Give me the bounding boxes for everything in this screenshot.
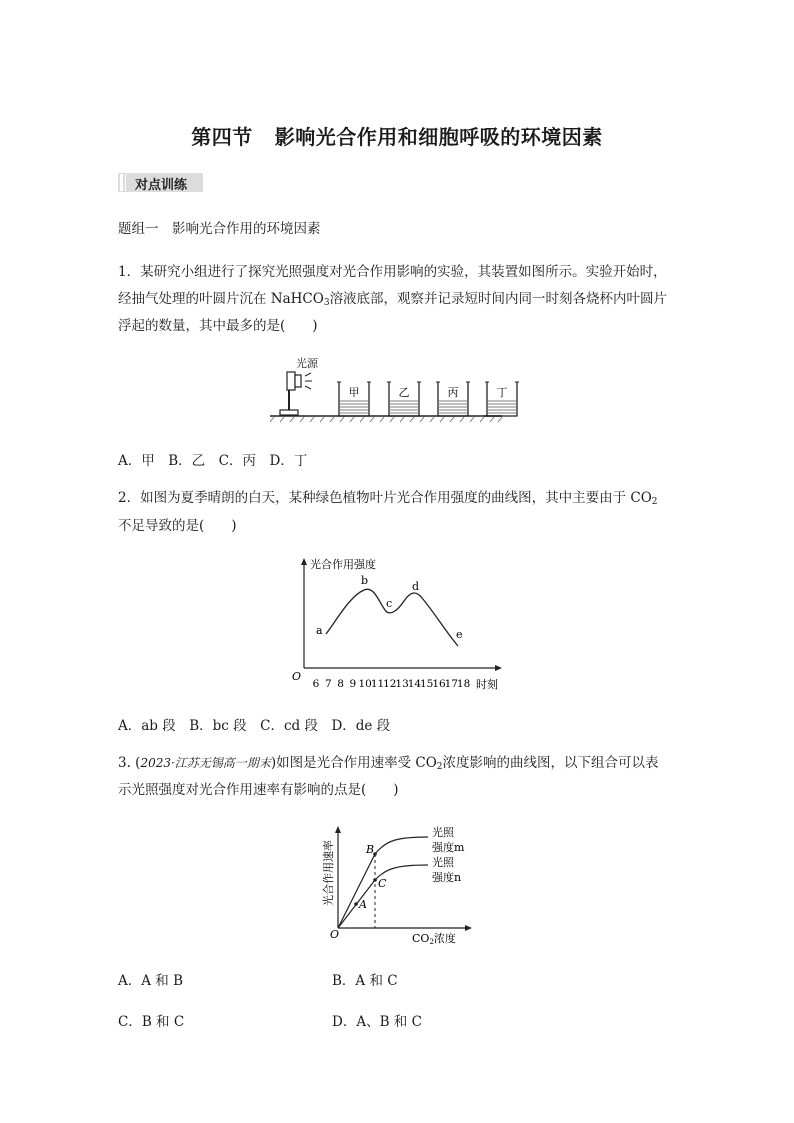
q3-option-c: C．B 和 C xyxy=(118,1014,185,1030)
light-source-label: 光源 xyxy=(296,357,318,370)
group-heading: 题组一 影响光合作用的环境因素 xyxy=(118,221,321,237)
q3-curve-n-label-2: 强度n xyxy=(432,871,462,884)
q3-curve-m-label-2: 强度m xyxy=(432,841,465,854)
q1-line2: 经抽气处理的叶圆片沉在 NaHCO$_3$溶液底部，观察并记录短时间内同一时刻各烧杯内叶圆片 xyxy=(118,291,668,308)
q2-tick-label: 12 xyxy=(383,678,397,690)
q2-chart xyxy=(286,556,506,692)
q2-tick-label: 18 xyxy=(456,678,471,690)
q1-options: A．甲 B．乙 C．丙 D．丁 xyxy=(118,453,308,469)
q2-tick-label: 9 xyxy=(349,678,357,690)
q3-option-d: D．A、B 和 C xyxy=(332,1014,422,1030)
q2-tick-label: 14 xyxy=(407,678,422,690)
q3-point-b: B xyxy=(366,843,375,856)
q1-line1: 1．某研究小组进行了探究光照强度对光合作用影响的实验，其装置如图所示。实验开始时， xyxy=(118,264,667,280)
q2-x-ticks xyxy=(313,678,471,690)
q3-point-c: C xyxy=(378,877,387,890)
q2-xlabel: 时刻 xyxy=(476,678,498,691)
beaker-bing xyxy=(436,382,470,416)
q2-point-a: a xyxy=(316,624,323,637)
q2-tick-label: 8 xyxy=(337,678,344,690)
q3-line2: 示光照强度对光合作用速率有影响的点是( ) xyxy=(118,782,399,798)
section-tag xyxy=(118,173,203,192)
title-section-number: 第四节 xyxy=(191,125,253,149)
beaker-label-yi: 乙 xyxy=(398,386,410,399)
q3-origin: O xyxy=(330,928,340,941)
q3-point-a: A xyxy=(359,898,367,911)
beaker-ding-figure xyxy=(484,352,520,424)
q3-point-c-dot xyxy=(373,878,377,882)
q3-line1: 3. (2023·江苏无锡高一期末)如图是光合作用速率受 $CO_2$浓度影响的曲线图，以下组合可以表 xyxy=(118,755,659,772)
q2-tick-label: 11 xyxy=(370,678,385,690)
page-title xyxy=(0,121,794,150)
q2-point-b: b xyxy=(361,574,369,587)
beaker-label-ding: 丁 xyxy=(496,386,508,399)
q2-tick-label: 6 xyxy=(312,678,320,690)
lamp-icon xyxy=(280,372,312,415)
q2-point-d: d xyxy=(412,580,420,593)
q3-point-a-dot xyxy=(354,902,358,906)
beaker-label-jia: 甲 xyxy=(348,386,360,399)
q2-tick-label: 15 xyxy=(420,678,434,690)
q3-source: 2023·江苏无锡高一期末 xyxy=(140,756,271,770)
q3-xlabel: CO2浓度 xyxy=(412,932,456,946)
q2-options: A．ab 段 B．bc 段 C．cd 段 D．de 段 xyxy=(118,718,391,734)
q2-origin: O xyxy=(292,670,302,683)
q1-figure-apparatus xyxy=(268,352,508,424)
q3-curve-n-label-1: 光照 xyxy=(432,856,454,869)
q3-option-b: B．A 和 C xyxy=(332,973,398,989)
q2-line1: 2．如图为夏季晴朗的白天，某种绿色植物叶片光合作用强度的曲线图，其中主要由于 $CO_2$ xyxy=(118,490,658,507)
q2-ylabel: 光合作用强度 xyxy=(310,558,376,571)
q2-point-e: e xyxy=(456,628,463,641)
q2-tick-label: 13 xyxy=(395,678,409,690)
section-tag-label: 对点训练 xyxy=(135,178,188,193)
q1-line3: 浮起的数量，其中最多的是( ) xyxy=(118,318,318,334)
q2-tick-label: 16 xyxy=(432,678,446,690)
beaker-label-bing: 丙 xyxy=(447,386,459,399)
q3-curve-m-label-1: 光照 xyxy=(432,826,454,839)
q3-chart xyxy=(320,824,480,948)
beaker-jia xyxy=(337,382,371,416)
q2-point-c: c xyxy=(386,597,393,610)
q2-tick-label: 7 xyxy=(324,678,332,690)
q2-line2: 不足导致的是( ) xyxy=(118,518,237,534)
q2-tick-label: 17 xyxy=(444,678,458,690)
beaker-yi xyxy=(387,382,421,416)
q2-tick-label: 10 xyxy=(358,678,372,690)
q3-option-a: A．A 和 B xyxy=(118,973,184,989)
title-topic: 影响光合作用和细胞呼吸的环境因素 xyxy=(274,125,603,149)
q3-curve-n xyxy=(338,865,428,928)
q3-ylabel: 光合作用速率 xyxy=(322,840,335,906)
